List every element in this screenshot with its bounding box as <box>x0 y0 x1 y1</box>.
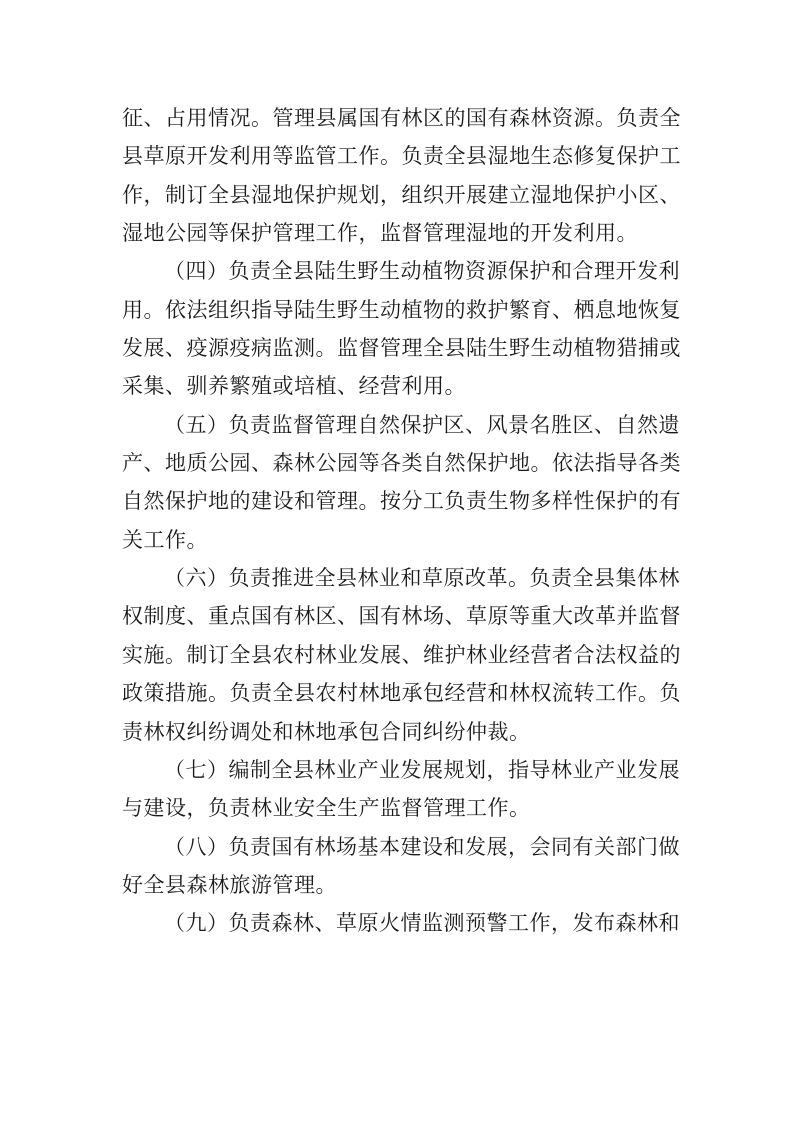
paragraph-9-first-line: （九）负责森林、草原火情监测预警工作，发布森林和 <box>164 911 680 936</box>
text-line: 责林权纠纷调处和林地承包合同纠纷仲裁。 <box>122 719 531 744</box>
text-line: 作，制订全县湿地保护规划，组织开展建立湿地保护小区、 <box>122 182 681 207</box>
paragraph-5-first-line: （五）负责监督管理自然保护区、风景名胜区、自然遗 <box>164 412 680 437</box>
paragraph-4-first-line: （四）负责全县陆生野生动植物资源保护和合理开发利 <box>164 259 680 284</box>
text-line: 权制度、重点国有林区、国有林场、草原等重大改革并监督 <box>122 604 681 629</box>
text-line: 实施。制订全县农村林业发展、维护林业经营者合法权益的 <box>122 642 681 667</box>
text-line: 发展、疫源疫病监测。监督管理全县陆生野生动植物猎捕或 <box>122 336 681 361</box>
text-line: 县草原开发利用等监管工作。负责全县湿地生态修复保护工 <box>122 144 681 169</box>
text-line: 征、占用情况。管理县属国有林区的国有森林资源。负责全 <box>122 106 681 130</box>
paragraph-6-first-line: （六）负责推进全县林业和草原改革。负责全县集体林 <box>164 566 680 591</box>
text-line: 关工作。 <box>122 527 208 552</box>
text-line: 政策措施。负责全县农村林地承包经营和林权流转工作。负 <box>122 681 681 706</box>
text-line: 与建设，负责林业安全生产监督管理工作。 <box>122 796 531 821</box>
text-line: 产、地质公园、森林公园等各类自然保护地。依法指导各类 <box>122 451 681 476</box>
text-line: 自然保护地的建设和管理。按分工负责生物多样性保护的有 <box>122 489 681 514</box>
text-line: 湿地公园等保护管理工作，监督管理湿地的开发利用。 <box>122 221 638 246</box>
text-line: 采集、驯养繁殖或培植、经营利用。 <box>122 374 466 399</box>
text-line: 好全县森林旅游管理。 <box>122 872 337 897</box>
paragraph-7-first-line: （七）编制全县林业产业发展规划，指导林业产业发展 <box>164 757 680 782</box>
document-body <box>122 99 681 943</box>
paragraph-8-first-line: （八）负责国有林场基本建设和发展，会同有关部门做 <box>164 834 680 859</box>
text-line: 用。依法组织指导陆生野生动植物的救护繁育、栖息地恢复 <box>122 297 681 322</box>
